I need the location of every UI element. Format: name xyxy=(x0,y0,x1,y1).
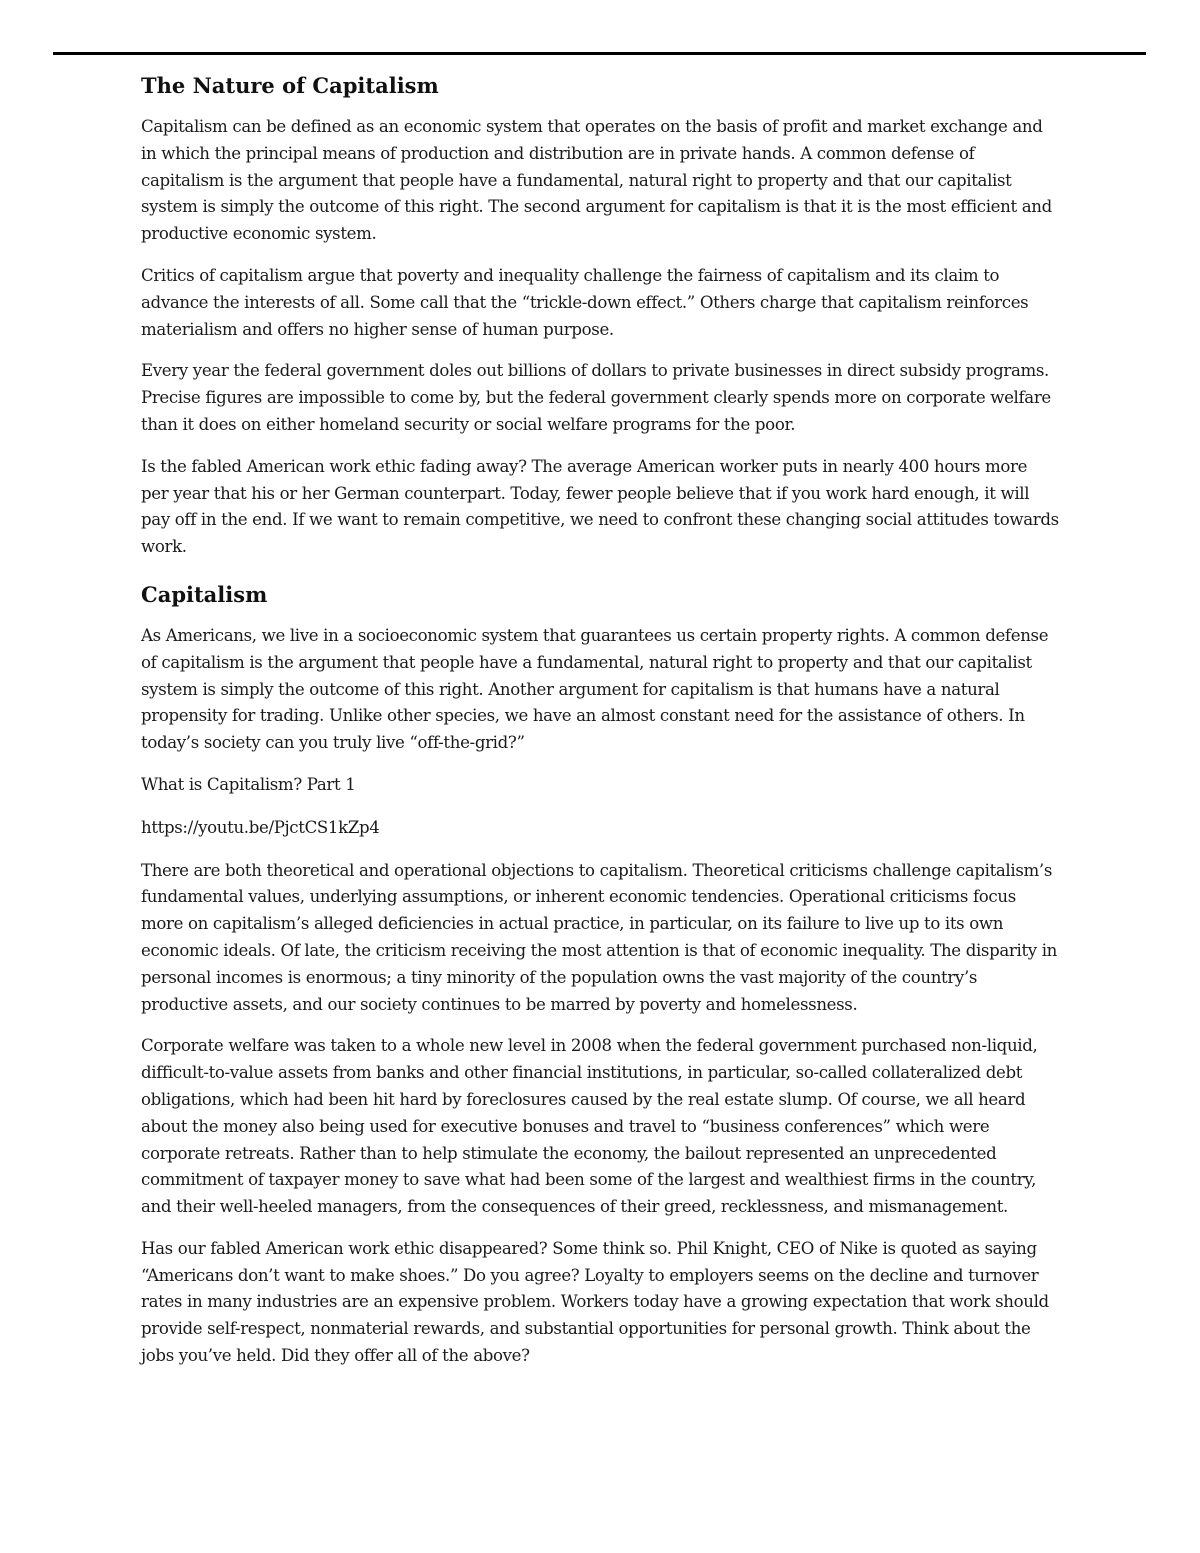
document-body xyxy=(141,70,1059,1385)
paragraph-work-ethic: Is the fabled American work ethic fading away? The average American worker puts in nearly 400 hours more per year that his or her German counterpart. Today, fewer people believe that if you work hard enough, it will pay off in the end. If we want to remain competitive, we need to confront these changing social attitudes towards work. xyxy=(141,456,1059,557)
paragraph-work-ethic-disappeared: Has our fabled American work ethic disappeared? Some think so. Phil Knight, CEO of Nike is quoted as saying “Americans don’t want to make shoes.” Do you agree? Loyalty to employers seems on the decline and turnover rates in many industries are an expensive problem. Workers today have a growing expectation that work should provide self-respect, nonmaterial rewards, and substantial opportunities for personal growth. Think about the jobs you’ve held. Did they offer all of the above? xyxy=(141,1238,1049,1366)
video-title: What is Capitalism? Part 1 xyxy=(141,774,356,794)
paragraph-corporate-welfare-2008: Corporate welfare was taken to a whole new level in 2008 when the federal government purchased non-liquid, difficult-to-value assets from banks and other financial institutions, in particular, so-called collateralized debt obligations, which had been hit hard by foreclosures caused by the real estate slump. Of course, we all heard about the money also being used for executive bonuses and travel to “business conferences” which were corporate retreats. Rather than to help stimulate the economy, the bailout represented an unprecedented commitment of taxpayer money to save what had been some of the largest and wealthiest firms in the country, and their well-heeled managers, from the consequences of their greed, recklessness, and mismanagement. xyxy=(141,1036,1038,1217)
video-link[interactable]: https://youtu.be/PjctCS1kZp4 xyxy=(141,817,380,837)
section-heading-nature-of-capitalism: The Nature of Capitalism xyxy=(141,73,439,98)
paragraph-objections: There are both theoretical and operational objections to capitalism. Theoretical criticisms challenge capitalism’s fundamental values, underlying assumptions, or inherent economic tendencies. Operational criticisms focus more on capitalism’s alleged deficiencies in actual practice, in particular, on its failure to live up to its own economic ideals. Of late, the criticism receiving the most attention is that of economic inequality. The disparity in personal incomes is enormous; a tiny minority of the population owns the vast majority of the country’s productive assets, and our society continues to be marred by poverty and homelessness. xyxy=(141,860,1058,1014)
paragraph-socioeconomic-system: As Americans, we live in a socioeconomic system that guarantees us certain property rights. A common defense of capitalism is the argument that people have a fundamental, natural right to property and that our capitalist system is simply the outcome of this right. Another argument for capitalism is that humans have a natural propensity for trading. Unlike other species, we have an almost constant need for the assistance of others. In today’s society can you truly live “off-the-grid?” xyxy=(141,625,1049,753)
paragraph-corporate-subsidies: Every year the federal government doles out billions of dollars to private businesses in direct subsidy programs. Precise figures are impossible to come by, but the federal government clearly spends more on corporate welfare than it does on either homeland security or social welfare programs for the poor. xyxy=(141,361,1051,434)
section-heading-capitalism: Capitalism xyxy=(141,581,268,607)
paragraph-definition: Capitalism can be defined as an economic system that operates on the basis of profit and market exchange and in which the principal means of production and distribution are in private hands. A common defense of capitalism is the argument that people have a fundamental, natural right to property and that our capitalist system is simply the outcome of this right. The second argument for capitalism is that it is the most efficient and productive economic system. xyxy=(141,117,1052,244)
top-horizontal-rule xyxy=(53,52,1146,55)
paragraph-critics: Critics of capitalism argue that poverty and inequality challenge the fairness of capitalism and its claim to advance the interests of all. Some call that the “trickle-down effect.” Others charge that capitalism reinforces materialism and offers no higher sense of human purpose. xyxy=(141,265,1029,339)
